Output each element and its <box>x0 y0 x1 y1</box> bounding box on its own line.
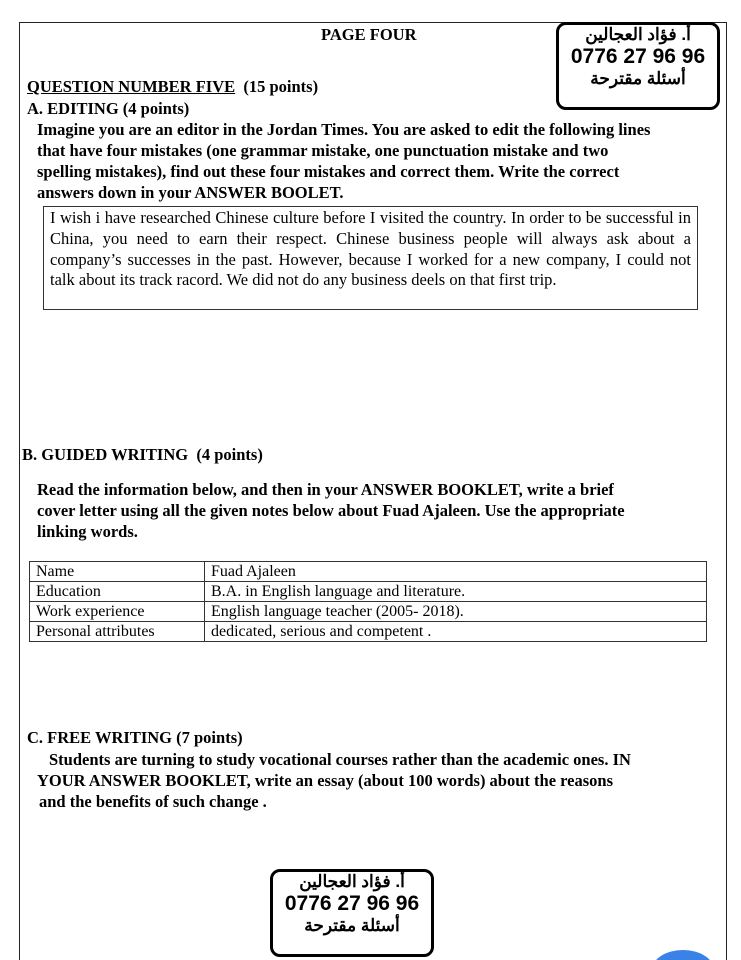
section-b-title: B. GUIDED WRITING <box>22 445 189 464</box>
instruction-line: answers down in your ANSWER BOOLET. <box>37 183 344 202</box>
row-label: Name <box>30 562 205 582</box>
section-a-instructions <box>37 119 650 203</box>
instruction-line: Students are turning to study vocational courses rather than the academic ones. IN <box>49 750 631 769</box>
question-points: (15 points) <box>243 77 319 96</box>
row-value: B.A. in English language and literature. <box>205 582 707 602</box>
instruction-line: spelling mistakes), find out these four mistakes and correct them. Write the correct <box>37 162 620 181</box>
stamp-phone: 0776 27 96 96 <box>284 891 420 915</box>
stamp-phone: 0776 27 96 96 <box>570 44 706 68</box>
instruction-line: and the benefits of such change . <box>39 792 267 811</box>
stamp-name: أ. فؤاد العجالين <box>299 872 405 891</box>
stamp-name: أ. فؤاد العجالين <box>585 25 691 44</box>
instruction-line: Imagine you are an editor in the Jordan Times. You are asked to edit the following lines <box>37 120 651 139</box>
table-row <box>30 562 707 582</box>
section-b-instructions <box>37 479 625 542</box>
editing-passage: I wish i have researched Chinese culture before I visited the country. In order to be successful in China, you need to earn their respect. Chinese business people will always ask about a company’s successes in the past. However, because I worked for a new company, I could not talk about its track racord. We did not do any business deels on that first trip. <box>43 206 698 310</box>
row-value: English language teacher (2005- 2018). <box>205 602 707 622</box>
instruction-line: Read the information below, and then in your ANSWER BOOKLET, write a brief <box>37 480 614 499</box>
notes-table <box>29 561 707 642</box>
row-label: Education <box>30 582 205 602</box>
table-row <box>30 602 707 622</box>
instruction-line: linking words. <box>37 522 138 541</box>
instruction-line: that have four mistakes (one grammar mistake, one punctuation mistake and two <box>37 141 609 160</box>
section-c-heading: C. FREE WRITING (7 points) <box>27 728 243 747</box>
table-row <box>30 622 707 642</box>
row-value: Fuad Ajaleen <box>205 562 707 582</box>
instruction-line: cover letter using all the given notes below about Fuad Ajaleen. Use the appropriate <box>37 501 625 520</box>
section-b-heading <box>22 445 263 465</box>
stamp-top <box>556 22 720 110</box>
section-a-heading: A. EDITING (4 points) <box>27 99 190 118</box>
question-title: QUESTION NUMBER FIVE <box>27 77 236 96</box>
section-c-instructions <box>37 749 631 812</box>
row-label: Work experience <box>30 602 205 622</box>
section-b-points: (4 points) <box>196 445 263 464</box>
stamp-subtitle: أسئلة مقترحة <box>590 68 686 88</box>
table-row <box>30 582 707 602</box>
instruction-line: YOUR ANSWER BOOKLET, write an essay (about 100 words) about the reasons <box>37 771 614 790</box>
stamp-bottom <box>270 869 434 957</box>
page-label: PAGE FOUR <box>321 25 417 44</box>
row-value: dedicated, serious and competent . <box>205 622 707 642</box>
question-heading <box>27 77 318 97</box>
stamp-subtitle: أسئلة مقترحة <box>304 915 400 935</box>
row-label: Personal attributes <box>30 622 205 642</box>
